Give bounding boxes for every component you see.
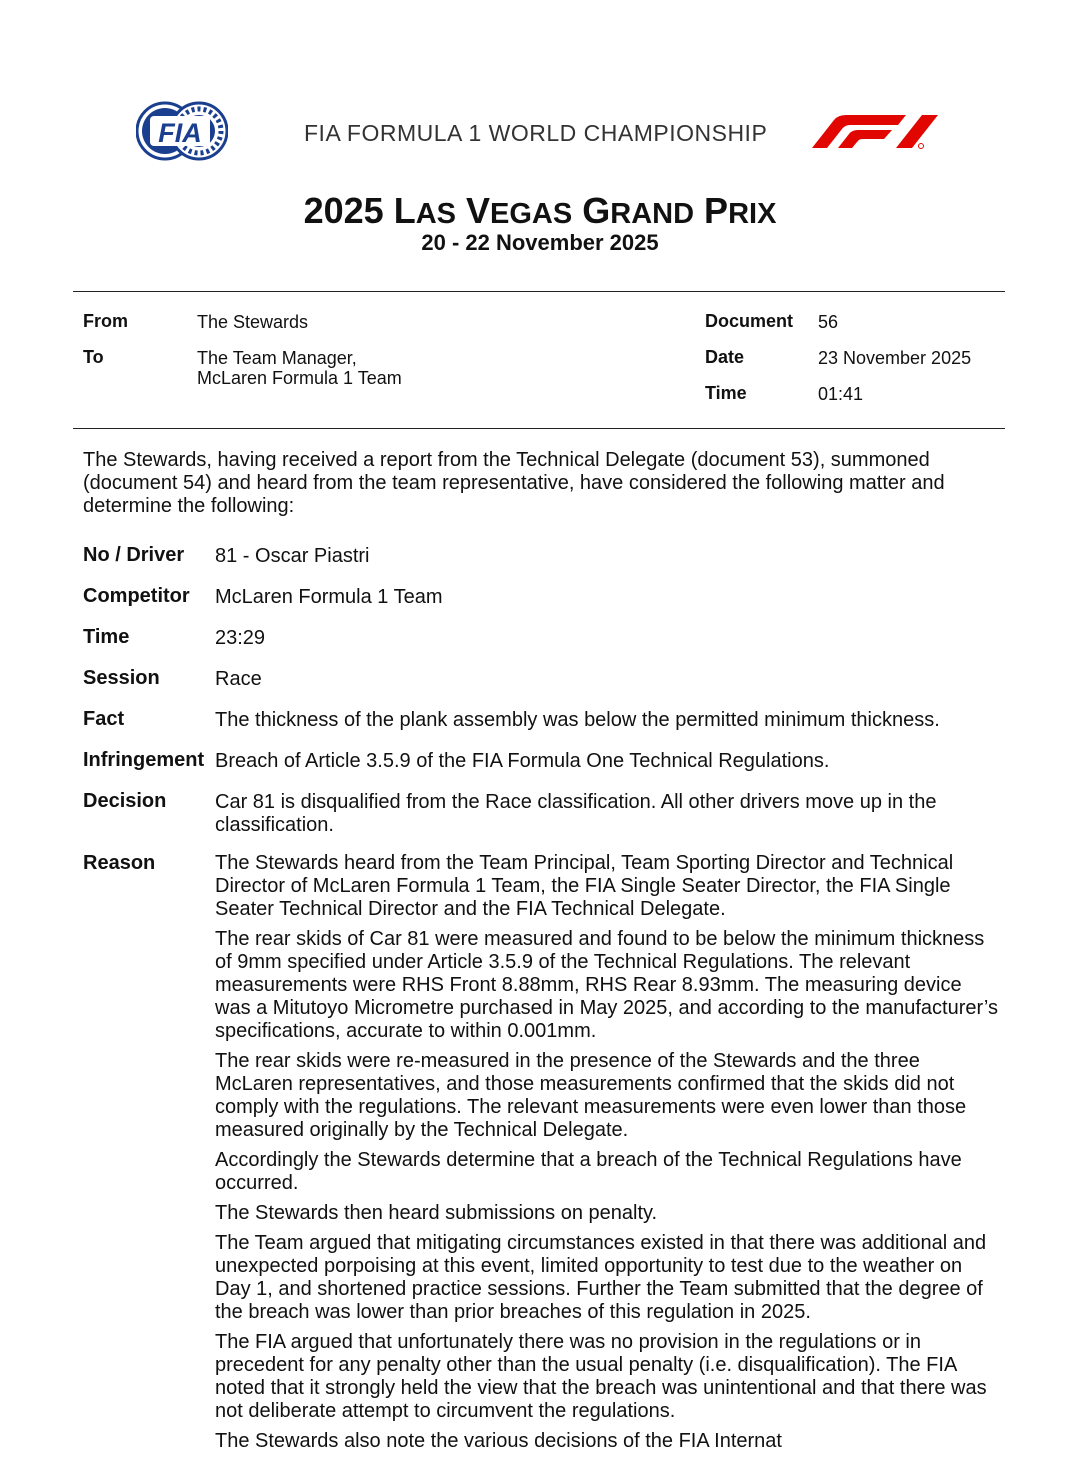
reason-paragraph: The Team argued that mitigating circumstances existed in that there was additional and unexpected porpoising at this event, limited opportunity to test due to the weather on Day 1, and shortened practice sessions. Further the Team submitted that the degree of the breach was lower than prior breaches of this regulation in 2025. [215,1232,987,1323]
fact-value: The thickness of the plank assembly was below the permitted minimum thickness. [215,709,940,731]
event-word-prix: PRIX [704,190,777,231]
from-label: From [83,311,128,331]
time-value: 23:29 [215,627,266,649]
f1-logo [808,112,942,152]
session-value: Race [215,668,262,690]
fact-label: Fact [83,708,125,730]
infringement-value: Breach of Article 3.5.9 of the FIA Formula One Technical Regulations. [215,750,830,772]
meta-time-value: 01:41 [818,384,864,404]
decision-value: Car 81 is disqualified from the Race classification. All other drivers move up in the classification. [215,791,937,836]
to-value [197,348,402,388]
world-championship-title: FIA FORMULA 1 WORLD CHAMPIONSHIP [304,120,768,146]
competitor-label: Competitor [83,585,190,607]
to-label: To [83,347,104,367]
decision-label: Decision [83,790,167,812]
event-title [0,190,1080,232]
watermark-fade [790,1450,1080,1482]
fia-logo-text: FIA [158,118,202,148]
date-label: Date [705,347,745,367]
document-label: Document [705,311,794,331]
reason-label: Reason [83,852,156,874]
document-header [0,0,1080,180]
reason-paragraph: The Stewards heard from the Team Principal, Team Sporting Director and Technical Director of McLaren Formula 1 Team, the FIA Single Seater Director, the FIA Single Seater Technical Director and the FIA Technical Delegate. [215,852,954,920]
event-word-vegas: VEGAS [466,190,573,231]
reason-paragraph: The rear skids were re-measured in the presence of the Stewards and the three McLaren representatives, and those measurements confirmed that the skids did not comply with the regulations. The relevant measurements were even lower than those measured originally by the Technical Delegate. [215,1050,967,1141]
divider-top [73,291,1005,292]
to-line-1: The Team Manager, [197,348,357,368]
driver-label: No / Driver [83,544,185,566]
reason-paragraph: The FIA argued that unfortunately there was no provision in the regulations or in precedent for any penalty other than the usual penalty (i.e. disqualification). The FIA noted that it strongly held the view that the breach was unintentional and that there was not deliberate attempt to circumvent the regulations. [215,1331,987,1422]
divider-bottom [73,428,1005,429]
session-label: Session [83,667,160,689]
time-label: Time [83,626,130,648]
fia-logo [136,98,228,164]
to-line-2: McLaren Formula 1 Team [197,368,402,388]
from-value: The Stewards [197,312,309,332]
reason-paragraph: The Stewards also note the various decisions of the FIA Internat [215,1430,782,1452]
event-word-las: LAS [393,190,456,231]
intro-paragraph: The Stewards, having received a report from the Technical Delegate (document 53), summoned (document 54) and heard from the team representative, have considered the following matter and determine the following: [83,449,945,517]
reason-paragraph: The rear skids of Car 81 were measured and found to be below the minimum thickness of 9mm specified under Article 3.5.9 of the Technical Regulations. The relevant measurements were RHS Front 8.88mm, RHS Rear 8.93mm. The measuring device was a Mitutoyo Micrometre purchased in May 2025, and according to the manufacturer’s specifications, accurate to within 0.001mm. [215,928,998,1042]
event-year: 2025 [303,190,384,231]
competitor-value: McLaren Formula 1 Team [215,586,443,608]
reason-paragraph: Accordingly the Stewards determine that a breach of the Technical Regulations have occurred. [215,1149,962,1194]
reason-paragraph: The Stewards then heard submissions on penalty. [215,1202,658,1224]
date-value: 23 November 2025 [818,348,972,368]
infringement-label: Infringement [83,749,205,771]
driver-value: 81 - Oscar Piastri [215,545,370,567]
document-value: 56 [818,312,839,332]
event-dates: 20 - 22 November 2025 [421,230,659,255]
meta-time-label: Time [705,383,747,403]
event-word-grand: GRAND [582,190,695,231]
reason-paragraphs [215,852,1000,1460]
